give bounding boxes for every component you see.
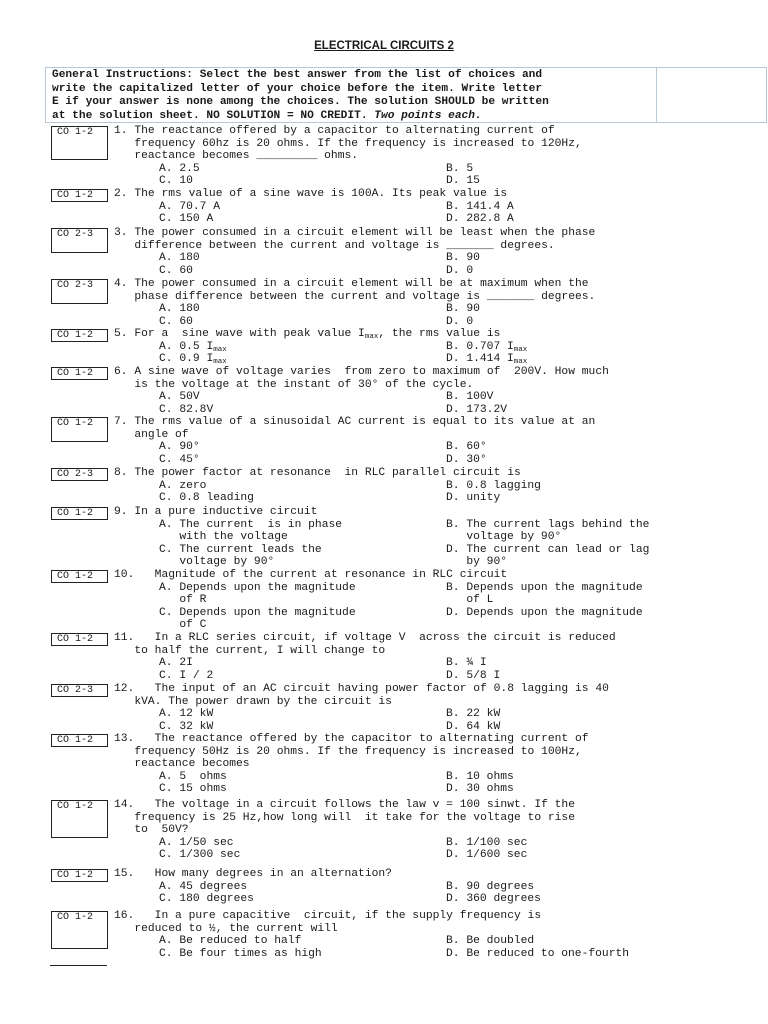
option-a: A. 180 bbox=[159, 252, 200, 265]
option-d: D. The current can lead or lag by 90° bbox=[446, 543, 650, 569]
option-b: B. 0.8 lagging bbox=[446, 479, 541, 492]
question-stem-line: frequency 60hz is 20 ohms. If the frequency is increased to 120Hz, bbox=[114, 137, 582, 150]
option-c: C. 150 A bbox=[159, 213, 214, 226]
question-stem bbox=[114, 416, 674, 441]
co-code-box: CO 2-3 bbox=[51, 279, 108, 304]
instructions-emphasis: Two points each. bbox=[374, 109, 482, 122]
question-stem bbox=[114, 910, 674, 935]
option-b: B. 22 kW bbox=[446, 708, 501, 721]
option-a: A. 1/50 sec bbox=[159, 836, 234, 849]
co-code-box: CO 1-2 bbox=[51, 800, 108, 838]
question-stem-line: kVA. The power drawn by the circuit is bbox=[114, 695, 392, 708]
option-c: C. 60 bbox=[159, 315, 193, 328]
answer-blank-line bbox=[50, 965, 107, 966]
option-a: A. 2I bbox=[159, 657, 193, 670]
option-a: A. 180 bbox=[159, 303, 200, 316]
question-stem bbox=[114, 868, 674, 881]
question-stem bbox=[114, 632, 674, 657]
question-stem bbox=[114, 467, 674, 480]
option-a: A. The current is in phase with the voltage bbox=[159, 518, 343, 544]
option-b: B. 60° bbox=[446, 441, 487, 454]
option-c: C. 180 degrees bbox=[159, 893, 254, 906]
subscript-text: max bbox=[213, 345, 227, 354]
option-b: B. Depends upon the magnitude of L bbox=[446, 581, 643, 607]
co-code-box: CO 1-2 bbox=[51, 911, 108, 949]
option-d: D. 5/8 I bbox=[446, 669, 501, 682]
question-stem bbox=[114, 366, 674, 391]
option-a: A. Depends upon the magnitude of R bbox=[159, 581, 356, 607]
question-stem bbox=[114, 278, 674, 303]
question-stem-line: phase difference between the current and voltage is _______ degrees. bbox=[114, 290, 596, 303]
option-d: D. Depends upon the magnitude bbox=[446, 606, 643, 619]
question-stem-line: 9. In a pure inductive circuit bbox=[114, 506, 318, 518]
option-d: D. 64 kW bbox=[446, 720, 501, 733]
option-text: C. 0.9 I bbox=[159, 353, 214, 366]
instructions-line bbox=[52, 110, 654, 124]
general-instructions-box bbox=[45, 67, 767, 123]
question-stem-line: 6. A sine wave of voltage varies from zero to maximum of 200V. How much bbox=[114, 366, 609, 378]
option-d: D. 15 bbox=[446, 175, 480, 188]
co-code-box: CO 1-2 bbox=[51, 417, 108, 442]
option-b: B. 5 bbox=[446, 162, 474, 175]
option-c: C. 32 kW bbox=[159, 720, 214, 733]
question-stem-line: 16. In a pure capacitive circuit, if the supply frequency is bbox=[114, 910, 542, 922]
co-code-box: CO 1-2 bbox=[51, 570, 108, 583]
subscript-text: max bbox=[513, 345, 528, 354]
question-stem-line: difference between the current and voltage is _______ degrees. bbox=[114, 239, 555, 252]
question-stem bbox=[114, 125, 674, 163]
question-stem-line: to 50V? bbox=[114, 824, 189, 837]
option-b: B. 10 ohms bbox=[446, 770, 514, 783]
question-stem bbox=[114, 188, 674, 201]
question-stem-line: reduced to ½, the current will bbox=[114, 922, 338, 935]
option-c: C. 1/300 sec bbox=[159, 849, 241, 862]
instructions-line-text: at the solution sheet. NO SOLUTION = NO CREDIT. bbox=[52, 109, 368, 122]
option-text: A. 0.5 I bbox=[159, 340, 214, 353]
option-b: B. Be doubled bbox=[446, 935, 535, 948]
question-stem-line: 7. The rms value of a sinusoidal AC current is equal to its value at an bbox=[114, 416, 596, 428]
option-b: B. 141.4 A bbox=[446, 200, 514, 213]
option-c: C. The current leads the voltage by 90° bbox=[159, 543, 322, 569]
option-a: A. 2.5 bbox=[159, 162, 200, 175]
instructions-line: write the capitalized letter of your choice before the item. Write letter bbox=[52, 82, 543, 95]
instructions-line: General Instructions: Select the best answer from the list of choices and bbox=[52, 69, 543, 81]
co-code-box: CO 1-2 bbox=[51, 189, 108, 202]
question-stem-line: frequency is 25 Hz,how long will it take for the voltage to rise bbox=[114, 811, 575, 824]
option-b: B. 100V bbox=[446, 391, 494, 404]
option-b: B. 90 bbox=[446, 303, 480, 316]
co-code-box: CO 2-3 bbox=[51, 228, 108, 253]
question-stem-line: 1. The reactance offered by a capacitor to alternating current of bbox=[114, 125, 555, 137]
co-code-box: CO 1-2 bbox=[51, 507, 108, 520]
option-c: C. I / 2 bbox=[159, 669, 214, 682]
option-d: D. 1/600 sec bbox=[446, 849, 528, 862]
option-d: D. 360 degrees bbox=[446, 893, 541, 906]
option-a: A. zero bbox=[159, 479, 207, 492]
subscript-text: max bbox=[213, 358, 227, 367]
option-d: D. 282.8 A bbox=[446, 213, 514, 226]
question-stem bbox=[114, 683, 674, 708]
subscript-text: max bbox=[364, 333, 379, 341]
option-d: D. 0 bbox=[446, 264, 474, 277]
co-code-box: CO 1-2 bbox=[51, 367, 108, 380]
question-stem-line: 15. How many degrees in an alternation? bbox=[114, 868, 392, 880]
option-d: D. 173.2V bbox=[446, 403, 508, 416]
question-stem-line: 12. The input of an AC circuit having power factor of 0.8 lagging is 40 bbox=[114, 683, 609, 695]
question-stem-line: is the voltage at the instant of 30° of the cycle. bbox=[114, 378, 474, 391]
option-c: C. Depends upon the magnitude of C bbox=[159, 606, 356, 632]
option-text: B. 0.707 I bbox=[446, 340, 514, 353]
option-text: D. 1.414 I bbox=[446, 353, 514, 366]
instructions-divider bbox=[656, 68, 657, 122]
option-d: D. 30° bbox=[446, 453, 487, 466]
subscript-text: max bbox=[513, 358, 528, 367]
co-code-box: CO 1-2 bbox=[51, 734, 108, 747]
instructions-text bbox=[52, 69, 654, 123]
question-stem-line: 4. The power consumed in a circuit element will be at maximum when the bbox=[114, 278, 589, 290]
option-b: B. The current lags behind the voltage by 90° bbox=[446, 518, 650, 544]
option-c: C. 45° bbox=[159, 453, 200, 466]
question-stem-line: 13. The reactance offered by the capacitor to alternating current of bbox=[114, 733, 589, 745]
co-code-box: CO 1-2 bbox=[51, 633, 108, 646]
co-code-box: CO 1-2 bbox=[51, 869, 108, 882]
co-code-box: CO 2-3 bbox=[51, 468, 108, 481]
question-stem bbox=[114, 506, 674, 519]
question-stem-line: 8. The power factor at resonance in RLC parallel circuit is bbox=[114, 467, 521, 479]
option-b: B. 90 bbox=[446, 252, 480, 265]
option-c: C. 60 bbox=[159, 264, 193, 277]
co-code-box: CO 1-2 bbox=[51, 329, 108, 342]
question-stem-line: 10. Magnitude of the current at resonance in RLC circuit bbox=[114, 569, 508, 581]
option-c: C. 10 bbox=[159, 175, 193, 188]
option-c: C. Be four times as high bbox=[159, 947, 322, 960]
option-d: D. unity bbox=[446, 492, 501, 505]
question-stem-line: to half the current, I will change to bbox=[114, 644, 386, 657]
option-a: A. 70.7 A bbox=[159, 200, 221, 213]
question-stem-line: 2. The rms value of a sine wave is 100A. Its peak value is bbox=[114, 188, 508, 200]
co-code-box: CO 2-3 bbox=[51, 684, 108, 697]
question-stem-line: reactance becomes _________ ohms. bbox=[114, 150, 359, 163]
option-a: A. Be reduced to half bbox=[159, 935, 302, 948]
question-stem-line: 11. In a RLC series circuit, if voltage V across the circuit is reduced bbox=[114, 632, 616, 644]
option-b: B. 90 degrees bbox=[446, 880, 535, 893]
question-stem-line: 3. The power consumed in a circuit element will be least when the phase bbox=[114, 227, 596, 239]
option-b: B. ¾ I bbox=[446, 657, 487, 670]
option-d: D. 0 bbox=[446, 315, 474, 328]
question-stem bbox=[114, 733, 674, 771]
option-c: C. 0.8 leading bbox=[159, 492, 254, 505]
option-d: D. Be reduced to one-fourth bbox=[446, 947, 630, 960]
co-code-box: CO 1-2 bbox=[51, 126, 108, 160]
option-c: C. 82.8V bbox=[159, 403, 214, 416]
option-a: A. 90° bbox=[159, 441, 200, 454]
option-b: B. 1/100 sec bbox=[446, 836, 528, 849]
document-title: ELECTRICAL CIRCUITS 2 bbox=[314, 40, 454, 52]
question-stem-text: , the rms value is bbox=[378, 328, 501, 340]
option-a: A. 50V bbox=[159, 391, 200, 404]
option-d: D. 30 ohms bbox=[446, 783, 514, 796]
question-stem bbox=[114, 227, 674, 252]
question-stem-line: angle of bbox=[114, 428, 189, 441]
instructions-line: E if your answer is none among the choices. The solution SHOULD be written bbox=[52, 96, 549, 108]
option-a: A. 45 degrees bbox=[159, 880, 248, 893]
question-stem-line: frequency 50Hz is 20 ohms. If the frequency is increased to 100Hz, bbox=[114, 745, 582, 758]
question-stem bbox=[114, 799, 674, 837]
question-stem-line: 14. The voltage in a circuit follows the law v = 100 sinwt. If the bbox=[114, 799, 575, 811]
question-stem-text: 5. For a sine wave with peak value I bbox=[114, 328, 365, 340]
option-a: A. 5 ohms bbox=[159, 770, 227, 783]
question-stem bbox=[114, 569, 674, 582]
option-a: A. 12 kW bbox=[159, 708, 214, 721]
option-c: C. 15 ohms bbox=[159, 783, 227, 796]
question-stem-line: reactance becomes bbox=[114, 758, 250, 771]
